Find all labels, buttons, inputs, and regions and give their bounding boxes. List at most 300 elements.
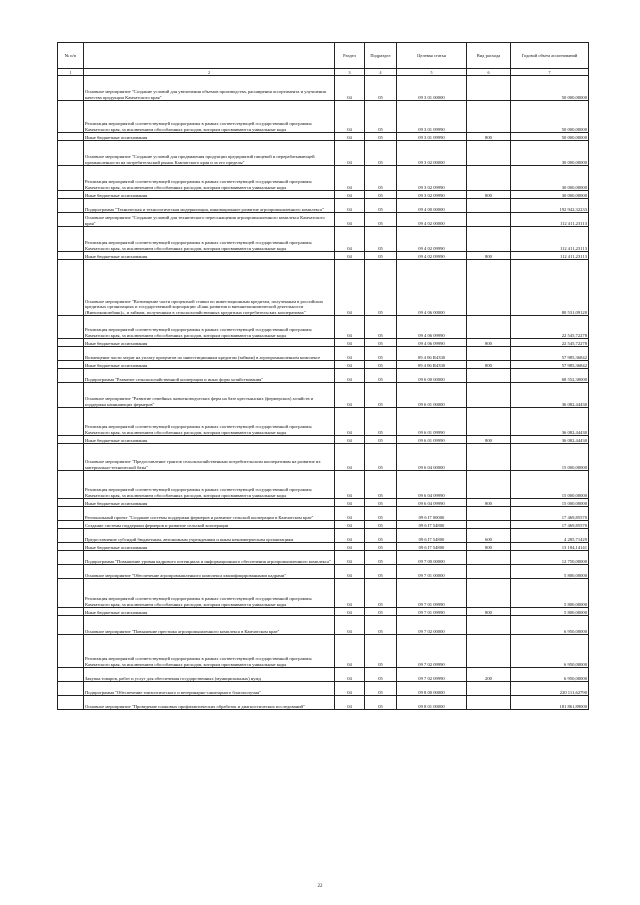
row-podrazdel: 05 bbox=[365, 543, 397, 551]
row-name: Предоставление субсидий бюджетным, автономным учреждениям и иным некоммерческим организациям bbox=[84, 529, 335, 543]
row-num bbox=[58, 471, 84, 499]
row-vid: 800 bbox=[467, 252, 511, 260]
row-name: Реализация мероприятий соответствующей подпрограммы в рамках соответствующей государственной программы Камчатского края, за исключением обособленных расходов, которым присваиваются уникальные коды bbox=[84, 579, 335, 608]
row-num bbox=[58, 166, 84, 191]
table-row bbox=[58, 696, 589, 710]
row-razdel: 04 bbox=[335, 444, 365, 471]
table-row bbox=[58, 668, 589, 682]
table-row bbox=[58, 408, 589, 436]
row-vid bbox=[467, 682, 511, 696]
row-amount: 192 942,32233 bbox=[511, 199, 589, 213]
table-row bbox=[58, 191, 589, 199]
table-row bbox=[58, 471, 589, 499]
row-num bbox=[58, 408, 84, 436]
row-vid: 800 bbox=[467, 339, 511, 347]
budget-table bbox=[57, 42, 589, 710]
row-amount: 13 184,14141 bbox=[511, 543, 589, 551]
row-name: Реализация мероприятий соответствующей подпрограммы в рамках соответствующей государственной программы Камчатского края, за исключением обособленных расходов, которым присваиваются уникальные коды bbox=[84, 101, 335, 133]
row-amount: 22 545,72278 bbox=[511, 339, 589, 347]
table-row bbox=[58, 213, 589, 227]
row-amount: 5 800,00000 bbox=[511, 565, 589, 579]
row-amount: 5 800,00000 bbox=[511, 608, 589, 616]
row-amount: 6 950,00000 bbox=[511, 635, 589, 668]
row-razdel: 04 bbox=[335, 101, 365, 133]
column-number: 5 bbox=[397, 69, 467, 76]
row-podrazdel: 05 bbox=[365, 436, 397, 444]
row-vid: 600 bbox=[467, 529, 511, 543]
table-row bbox=[58, 361, 589, 369]
row-podrazdel: 05 bbox=[365, 227, 397, 252]
table-body bbox=[58, 76, 589, 710]
row-num bbox=[58, 199, 84, 213]
row-amount: 17 469,85570 bbox=[511, 521, 589, 529]
table-row bbox=[58, 199, 589, 213]
row-vid bbox=[467, 696, 511, 710]
row-num bbox=[58, 436, 84, 444]
row-amount: 15 000,00000 bbox=[511, 471, 589, 499]
row-target: 09 6 04 09990 bbox=[397, 499, 467, 507]
row-razdel: 04 bbox=[335, 383, 365, 408]
row-vid bbox=[467, 444, 511, 471]
row-num bbox=[58, 213, 84, 227]
row-num bbox=[58, 316, 84, 339]
row-razdel: 04 bbox=[335, 507, 365, 521]
row-num bbox=[58, 227, 84, 252]
row-amount: 50 000,00000 bbox=[511, 133, 589, 141]
header-row bbox=[58, 43, 589, 69]
table-row bbox=[58, 499, 589, 507]
row-target: 09 6 00 00000 bbox=[397, 369, 467, 383]
row-num bbox=[58, 339, 84, 347]
row-vid bbox=[467, 141, 511, 166]
row-name: Возмещение части затрат на уплату процентов по инвестиционным кредитам (займам) в агропромышленном комплексе bbox=[84, 347, 335, 361]
row-amount: 12 750,00000 bbox=[511, 551, 589, 565]
row-vid bbox=[467, 521, 511, 529]
row-razdel: 04 bbox=[335, 436, 365, 444]
row-name: Реализация мероприятий соответствующей подпрограммы в рамках соответствующей государственной программы Камчатского края, за исключением обособленных расходов, которым присваиваются уникальные коды bbox=[84, 471, 335, 499]
row-vid bbox=[467, 199, 511, 213]
row-razdel: 04 bbox=[335, 529, 365, 543]
row-name: Иные бюджетные ассигнования bbox=[84, 361, 335, 369]
row-target: 09 7 02 09990 bbox=[397, 635, 467, 668]
column-number: 7 bbox=[511, 69, 589, 76]
row-target: 09 7 01 00000 bbox=[397, 565, 467, 579]
row-razdel: 04 bbox=[335, 339, 365, 347]
row-name: Иные бюджетные ассигнования bbox=[84, 191, 335, 199]
row-amount: 15 000,00000 bbox=[511, 444, 589, 471]
row-amount: 50 000,00000 bbox=[511, 76, 589, 101]
row-target: 09 7 02 09990 bbox=[397, 668, 467, 682]
row-target: 09 3 02 09990 bbox=[397, 191, 467, 199]
row-razdel: 04 bbox=[335, 696, 365, 710]
row-podrazdel: 05 bbox=[365, 133, 397, 141]
row-amount: 50 000,00000 bbox=[511, 101, 589, 133]
table-row bbox=[58, 383, 589, 408]
row-amount: 57 985,36842 bbox=[511, 347, 589, 361]
row-vid bbox=[467, 260, 511, 316]
row-amount: 112 411,23113 bbox=[511, 213, 589, 227]
header-razdel: Раздел bbox=[335, 43, 365, 69]
row-podrazdel: 05 bbox=[365, 339, 397, 347]
row-razdel: 04 bbox=[335, 213, 365, 227]
header-vid: Вид расхода bbox=[467, 43, 511, 69]
row-amount: 220 111,62790 bbox=[511, 682, 589, 696]
row-vid bbox=[467, 383, 511, 408]
row-podrazdel: 05 bbox=[365, 260, 397, 316]
row-name: Подпрограмма "Обеспечение эпизоотического и ветеринарно-санитарного благополучия" bbox=[84, 682, 335, 696]
row-razdel: 04 bbox=[335, 260, 365, 316]
row-vid bbox=[467, 565, 511, 579]
row-target: 09 6 I7 54800 bbox=[397, 521, 467, 529]
row-amount: 68 552,30000 bbox=[511, 369, 589, 383]
row-razdel: 04 bbox=[335, 166, 365, 191]
row-name: Реализация мероприятий соответствующей подпрограммы в рамках соответствующей государственной программы Камчатского края, за исключением обособленных расходов, которым присваиваются уникальные коды bbox=[84, 408, 335, 436]
row-vid: 800 bbox=[467, 608, 511, 616]
row-vid bbox=[467, 579, 511, 608]
row-target: 09 4 06 00000 bbox=[397, 260, 467, 316]
row-name: Иные бюджетные ассигнования bbox=[84, 339, 335, 347]
row-razdel: 04 bbox=[335, 635, 365, 668]
row-podrazdel: 05 bbox=[365, 101, 397, 133]
row-razdel: 04 bbox=[335, 471, 365, 499]
row-num bbox=[58, 608, 84, 616]
table-row bbox=[58, 436, 589, 444]
row-name: Основное мероприятие "Развитие семейных животноводческих ферм на базе крестьянских (фермерских) хозяйств и поддержка начинающих фермеров" bbox=[84, 383, 335, 408]
row-num bbox=[58, 369, 84, 383]
row-razdel: 04 bbox=[335, 316, 365, 339]
row-name: Реализация мероприятий соответствующей подпрограммы в рамках соответствующей государственной программы Камчатского края, за исключением обособленных расходов, которым присваиваются уникальные коды bbox=[84, 166, 335, 191]
table-row bbox=[58, 227, 589, 252]
row-name: Основное мероприятие "Обеспечение агропромышленного комплекса квалифицированными кадрами" bbox=[84, 565, 335, 579]
row-num bbox=[58, 616, 84, 635]
row-target: 09 7 01 09990 bbox=[397, 608, 467, 616]
row-vid: 800 bbox=[467, 361, 511, 369]
row-name: Основное мероприятие "Создание условий для увеличения объемов производства, расширения ассортимента и улучшения качества продукции Камчатского края" bbox=[84, 76, 335, 101]
row-razdel: 04 bbox=[335, 361, 365, 369]
row-target: 09 6 I7 54800 bbox=[397, 529, 467, 543]
row-vid: 800 bbox=[467, 543, 511, 551]
table-row bbox=[58, 616, 589, 635]
row-vid bbox=[467, 369, 511, 383]
row-amount: 112 411,23113 bbox=[511, 227, 589, 252]
row-podrazdel: 05 bbox=[365, 635, 397, 668]
row-razdel: 04 bbox=[335, 133, 365, 141]
row-razdel: 04 bbox=[335, 199, 365, 213]
row-amount: 17 469,85570 bbox=[511, 507, 589, 521]
table-row bbox=[58, 543, 589, 551]
row-vid bbox=[467, 101, 511, 133]
row-name: Закупка товаров, работ и услуг для обеспечения государственных (муниципальных) нужд bbox=[84, 668, 335, 682]
row-vid bbox=[467, 316, 511, 339]
row-amount: 30 000,00000 bbox=[511, 166, 589, 191]
table-row bbox=[58, 507, 589, 521]
row-vid bbox=[467, 635, 511, 668]
row-podrazdel: 05 bbox=[365, 616, 397, 635]
row-target: 09 6 I7 54800 bbox=[397, 543, 467, 551]
row-name: Иные бюджетные ассигнования bbox=[84, 608, 335, 616]
row-name: Основное мероприятие "Возмещение части процентной ставки по инвестиционным кредитам, полученным в российских кредитных организациях и государственной корпорации «Банк развития и внешнеэкономической деятельности (Внешэкономбанк)», и займам, полученным в сельскохозяйственных кредитных потребительских кооперативах" bbox=[84, 260, 335, 316]
table-row bbox=[58, 347, 589, 361]
row-razdel: 04 bbox=[335, 252, 365, 260]
table-row bbox=[58, 579, 589, 608]
row-amount: 112 411,23113 bbox=[511, 252, 589, 260]
row-name: Реализация мероприятий соответствующей подпрограммы в рамках соответствующей государственной программы Камчатского края, за исключением обособленных расходов, которым присваиваются уникальные коды bbox=[84, 635, 335, 668]
row-target: 09 4 02 09990 bbox=[397, 227, 467, 252]
row-num bbox=[58, 191, 84, 199]
row-vid bbox=[467, 213, 511, 227]
row-num bbox=[58, 347, 84, 361]
row-num bbox=[58, 444, 84, 471]
row-name: Основное мероприятие "Предоставление грантов сельскохозяйственным потребительским кооперативам на развитие их материально-технической базы" bbox=[84, 444, 335, 471]
row-name: Подпрограмма "Повышение уровня кадрового потенциала и информационного обеспечения агропромышленного комплекса" bbox=[84, 551, 335, 565]
row-target: 09 3 02 09990 bbox=[397, 166, 467, 191]
table-row bbox=[58, 635, 589, 668]
row-target: 09 4 02 00000 bbox=[397, 213, 467, 227]
row-podrazdel: 05 bbox=[365, 565, 397, 579]
row-num bbox=[58, 252, 84, 260]
row-num bbox=[58, 101, 84, 133]
row-target: 09 6 01 09990 bbox=[397, 408, 467, 436]
row-amount: 5 800,00000 bbox=[511, 579, 589, 608]
row-num bbox=[58, 696, 84, 710]
row-vid bbox=[467, 76, 511, 101]
header-target: Целевая статья bbox=[397, 43, 467, 69]
row-num bbox=[58, 543, 84, 551]
table-row bbox=[58, 141, 589, 166]
table-row bbox=[58, 551, 589, 565]
row-amount: 36 082,44430 bbox=[511, 436, 589, 444]
row-target: 09 4 00 00000 bbox=[397, 199, 467, 213]
row-podrazdel: 05 bbox=[365, 668, 397, 682]
row-razdel: 04 bbox=[335, 608, 365, 616]
column-numbers-row bbox=[58, 69, 589, 76]
row-vid bbox=[467, 471, 511, 499]
budget-sheet bbox=[57, 42, 588, 710]
row-target: 09 4 06 R4330 bbox=[397, 347, 467, 361]
table-row bbox=[58, 444, 589, 471]
row-target: 09 3 02 00000 bbox=[397, 141, 467, 166]
row-name: Создание системы поддержки фермеров и развитие сельской кооперации bbox=[84, 521, 335, 529]
header-amount: Годовой объем ассигнований bbox=[511, 43, 589, 69]
row-name: Основное мероприятие "Создание условий для продвижения продукции предприятий пищевой и перерабатывающей промышленности на потребительский рынок Камчатского края и за его пределы" bbox=[84, 141, 335, 166]
row-podrazdel: 05 bbox=[365, 369, 397, 383]
row-target: 09 3 01 00000 bbox=[397, 76, 467, 101]
row-target: 09 8 00 00000 bbox=[397, 682, 467, 696]
row-vid bbox=[467, 227, 511, 252]
row-name: Основное мероприятие "Повышение престижа агропромышленного комплекса в Камчатском крае" bbox=[84, 616, 335, 635]
row-name: Подпрограмма "Развитие сельскохозяйственной кооперации и иных форм хозяйствования" bbox=[84, 369, 335, 383]
row-num bbox=[58, 133, 84, 141]
row-name: Реализация мероприятий соответствующей подпрограммы в рамках соответствующей государственной программы Камчатского края, за исключением обособленных расходов, которым присваиваются уникальные коды bbox=[84, 227, 335, 252]
row-podrazdel: 05 bbox=[365, 166, 397, 191]
row-num bbox=[58, 635, 84, 668]
row-num bbox=[58, 551, 84, 565]
row-vid bbox=[467, 408, 511, 436]
row-target: 09 6 04 00000 bbox=[397, 444, 467, 471]
row-podrazdel: 05 bbox=[365, 199, 397, 213]
row-num bbox=[58, 260, 84, 316]
row-podrazdel: 05 bbox=[365, 682, 397, 696]
table-row bbox=[58, 252, 589, 260]
row-target: 09 7 01 09990 bbox=[397, 579, 467, 608]
row-num bbox=[58, 141, 84, 166]
row-amount: 80 531,09120 bbox=[511, 260, 589, 316]
row-podrazdel: 05 bbox=[365, 252, 397, 260]
row-num bbox=[58, 668, 84, 682]
row-target: 09 4 06 09990 bbox=[397, 316, 467, 339]
row-razdel: 04 bbox=[335, 227, 365, 252]
row-razdel: 04 bbox=[335, 565, 365, 579]
header-podrazdel: Подраздел bbox=[365, 43, 397, 69]
row-vid: 800 bbox=[467, 499, 511, 507]
row-podrazdel: 05 bbox=[365, 361, 397, 369]
row-amount: 4 285,71429 bbox=[511, 529, 589, 543]
row-vid: 800 bbox=[467, 133, 511, 141]
row-vid bbox=[467, 616, 511, 635]
row-amount: 6 950,00000 bbox=[511, 668, 589, 682]
row-num bbox=[58, 499, 84, 507]
column-number: 3 bbox=[335, 69, 365, 76]
row-podrazdel: 05 bbox=[365, 408, 397, 436]
header-num: № п/п bbox=[58, 43, 84, 69]
row-razdel: 04 bbox=[335, 141, 365, 166]
row-podrazdel: 05 bbox=[365, 579, 397, 608]
row-podrazdel: 05 bbox=[365, 507, 397, 521]
table-row bbox=[58, 101, 589, 133]
table-row bbox=[58, 565, 589, 579]
table-row bbox=[58, 166, 589, 191]
row-amount: 181 861,89000 bbox=[511, 696, 589, 710]
row-target: 09 4 06 R4330 bbox=[397, 361, 467, 369]
row-podrazdel: 05 bbox=[365, 383, 397, 408]
row-name: Основное мероприятие "Проведение плановых профилактических обработок и диагностических исследований" bbox=[84, 696, 335, 710]
row-razdel: 04 bbox=[335, 579, 365, 608]
table-row bbox=[58, 529, 589, 543]
row-num bbox=[58, 529, 84, 543]
row-podrazdel: 05 bbox=[365, 551, 397, 565]
table-row bbox=[58, 339, 589, 347]
row-vid: 800 bbox=[467, 436, 511, 444]
row-podrazdel: 05 bbox=[365, 76, 397, 101]
table-row bbox=[58, 369, 589, 383]
row-amount: 57 985,36842 bbox=[511, 361, 589, 369]
table-row bbox=[58, 76, 589, 101]
row-podrazdel: 05 bbox=[365, 213, 397, 227]
row-podrazdel: 05 bbox=[365, 529, 397, 543]
row-target: 09 3 01 09990 bbox=[397, 101, 467, 133]
row-name: Иные бюджетные ассигнования bbox=[84, 436, 335, 444]
row-razdel: 04 bbox=[335, 616, 365, 635]
column-number: 2 bbox=[84, 69, 335, 76]
row-podrazdel: 05 bbox=[365, 608, 397, 616]
row-name: Реализация мероприятий соответствующей подпрограммы в рамках соответствующей государственной программы Камчатского края, за исключением обособленных расходов, которым присваиваются уникальные коды bbox=[84, 316, 335, 339]
row-podrazdel: 05 bbox=[365, 191, 397, 199]
row-amount: 15 000,00000 bbox=[511, 499, 589, 507]
row-amount: 36 082,44430 bbox=[511, 408, 589, 436]
row-podrazdel: 05 bbox=[365, 141, 397, 166]
row-razdel: 04 bbox=[335, 408, 365, 436]
row-razdel: 04 bbox=[335, 668, 365, 682]
page-number: 22 bbox=[317, 884, 323, 889]
row-amount: 22 545,72278 bbox=[511, 316, 589, 339]
table-row bbox=[58, 682, 589, 696]
row-razdel: 04 bbox=[335, 521, 365, 529]
table-row bbox=[58, 521, 589, 529]
row-vid bbox=[467, 551, 511, 565]
row-target: 09 6 01 09990 bbox=[397, 436, 467, 444]
row-podrazdel: 05 bbox=[365, 696, 397, 710]
row-num bbox=[58, 383, 84, 408]
table-row bbox=[58, 316, 589, 339]
column-number: 1 bbox=[58, 69, 84, 76]
row-target: 09 7 00 00000 bbox=[397, 551, 467, 565]
row-name: Иные бюджетные ассигнования bbox=[84, 543, 335, 551]
row-razdel: 04 bbox=[335, 191, 365, 199]
row-vid bbox=[467, 347, 511, 361]
row-podrazdel: 05 bbox=[365, 521, 397, 529]
row-name: Иные бюджетные ассигнования bbox=[84, 252, 335, 260]
table-row bbox=[58, 260, 589, 316]
row-podrazdel: 05 bbox=[365, 471, 397, 499]
row-num bbox=[58, 682, 84, 696]
row-vid bbox=[467, 166, 511, 191]
row-num bbox=[58, 361, 84, 369]
column-number: 4 bbox=[365, 69, 397, 76]
row-num bbox=[58, 579, 84, 608]
row-target: 09 7 02 00000 bbox=[397, 616, 467, 635]
row-amount: 30 000,00000 bbox=[511, 191, 589, 199]
row-vid: 800 bbox=[467, 191, 511, 199]
header-name bbox=[84, 43, 335, 69]
table-row bbox=[58, 133, 589, 141]
row-target: 09 4 02 09990 bbox=[397, 252, 467, 260]
row-name: Основное мероприятие "Создание условий для технического переоснащения агропромышленного комплекса Камчатского края" bbox=[84, 213, 335, 227]
row-name: Региональный проект "Создание системы поддержки фермеров и развитие сельской кооперации в Камчатском крае" bbox=[84, 507, 335, 521]
row-razdel: 04 bbox=[335, 682, 365, 696]
row-num bbox=[58, 521, 84, 529]
row-razdel: 04 bbox=[335, 369, 365, 383]
row-amount: 30 000,00000 bbox=[511, 141, 589, 166]
row-vid bbox=[467, 507, 511, 521]
row-num bbox=[58, 565, 84, 579]
column-number: 6 bbox=[467, 69, 511, 76]
row-target: 09 6 01 00000 bbox=[397, 383, 467, 408]
row-razdel: 04 bbox=[335, 551, 365, 565]
row-razdel: 04 bbox=[335, 543, 365, 551]
row-razdel: 04 bbox=[335, 76, 365, 101]
row-podrazdel: 05 bbox=[365, 444, 397, 471]
row-podrazdel: 05 bbox=[365, 499, 397, 507]
row-podrazdel: 05 bbox=[365, 316, 397, 339]
row-name: Иные бюджетные ассигнования bbox=[84, 499, 335, 507]
row-num bbox=[58, 507, 84, 521]
row-name: Иные бюджетные ассигнования bbox=[84, 133, 335, 141]
row-razdel: 04 bbox=[335, 347, 365, 361]
row-target: 09 8 01 00000 bbox=[397, 696, 467, 710]
row-target: 09 4 06 09990 bbox=[397, 339, 467, 347]
row-amount: 36 082,44430 bbox=[511, 383, 589, 408]
row-target: 09 6 04 09990 bbox=[397, 471, 467, 499]
row-num bbox=[58, 76, 84, 101]
row-target: 09 6 I7 00000 bbox=[397, 507, 467, 521]
row-target: 09 3 01 09990 bbox=[397, 133, 467, 141]
row-name: Подпрограмма "Техническая и технологическая модернизация, инновационное развитие агропромышленного комплекса" bbox=[84, 199, 335, 213]
row-podrazdel: 05 bbox=[365, 347, 397, 361]
row-vid: 200 bbox=[467, 668, 511, 682]
row-amount: 6 950,00000 bbox=[511, 616, 589, 635]
row-razdel: 04 bbox=[335, 499, 365, 507]
table-row bbox=[58, 608, 589, 616]
